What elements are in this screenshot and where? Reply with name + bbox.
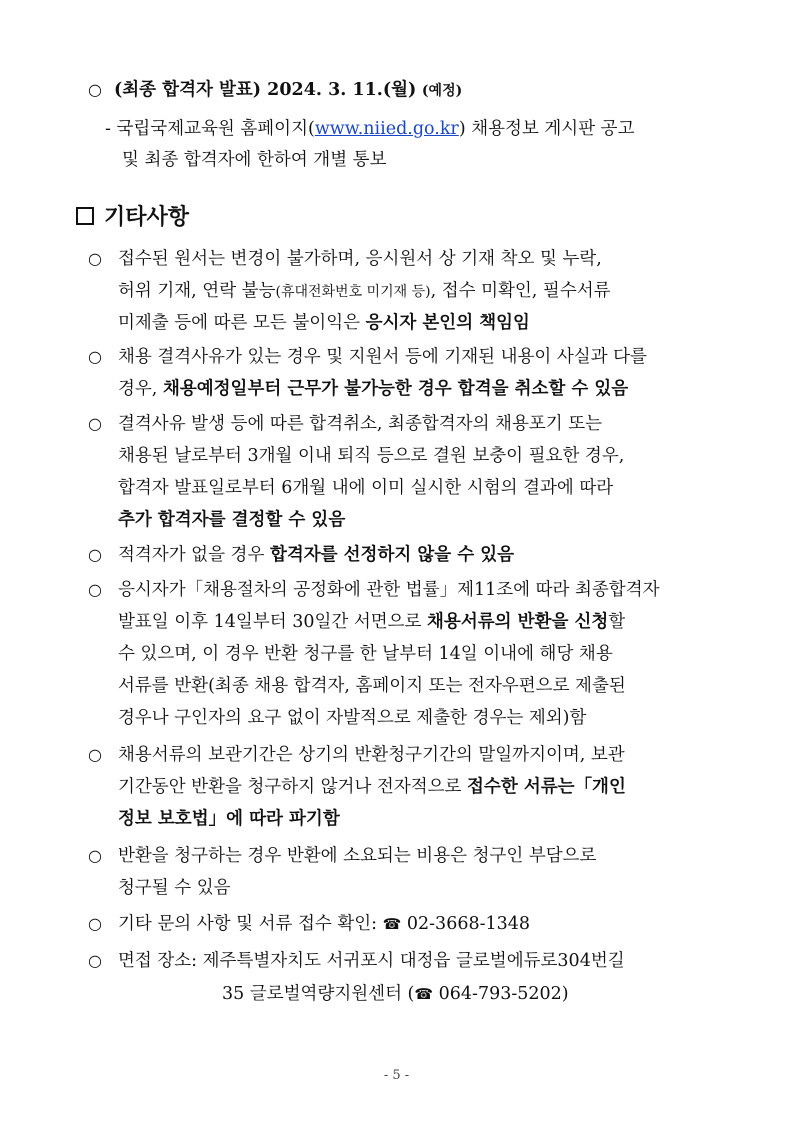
- text: ) 채용정보 게시판 공고: [458, 119, 635, 139]
- contact-phone: 02-3668-1348: [406, 914, 531, 934]
- item9-line2: [222, 980, 569, 1008]
- bullet: ○: [88, 414, 102, 433]
- text: 적격자가 없을 경우: [118, 545, 270, 565]
- text: 할: [608, 612, 626, 632]
- bullet: ○: [88, 249, 102, 268]
- item3-line3: 합격자 발표일로부터 6개월 내에 이미 실시한 시험의 결과에 따라: [118, 478, 614, 498]
- item7-line1: 반환을 청구하는 경우 반환에 소요되는 비용은 청구인 부담으로: [118, 846, 597, 866]
- announcement-title: [114, 76, 462, 105]
- emphasis: 응시자 본인의 책임임: [365, 313, 530, 333]
- text: - 국립국제교육원 홈페이지(: [105, 119, 315, 139]
- text: 허위 기재, 연락 불능: [118, 281, 276, 301]
- item9-line1: 면접 장소: 제주특별자치도 서귀포시 대정읍 글로벌에듀로304번길: [118, 951, 625, 971]
- emphasis: 채용예정일부터 근무가 불가능한 경우 합격을 취소할 수 있음: [162, 379, 629, 399]
- item6-line2: [118, 773, 626, 801]
- checkbox-square-icon: [76, 207, 94, 225]
- bullet: ○: [88, 914, 102, 933]
- page-number: - 5 -: [383, 1068, 410, 1083]
- item6-line1: 채용서류의 보관기간은 상기의 반환청구기간의 말일까지이며, 보관: [118, 745, 625, 765]
- text: 35 글로벌역량지원센터 (: [222, 984, 415, 1004]
- text: 미제출 등에 따른 모든 불이익은: [118, 313, 366, 333]
- item4-line1: [118, 541, 514, 569]
- item5-line1: 응시자가「채용절차의 공정화에 관한 법률」제11조에 따라 최종합격자: [118, 580, 660, 600]
- item3-line1: 결격사유 발생 등에 따른 합격취소, 최종합격자의 채용포기 또는: [118, 414, 603, 434]
- item5-line5: 경우나 구인자의 요구 없이 자발적으로 제출한 경우는 제외)함: [118, 708, 587, 728]
- item2-line1: 채용 결격사유가 있는 경우 및 지원서 등에 기재된 내용이 사실과 다를: [118, 347, 647, 367]
- item1-line2: [118, 277, 611, 306]
- item3-line2: 채용된 날로부터 3개월 이내 퇴직 등으로 결원 보충이 필요한 경우,: [118, 446, 625, 466]
- text: (휴대전화번호 미기재 등): [275, 284, 431, 300]
- telephone-icon: ☎: [414, 985, 434, 1003]
- bullet: ○: [88, 745, 102, 764]
- text: 기타 문의 사항 및 서류 접수 확인:: [118, 914, 383, 934]
- bullet: ○: [88, 545, 102, 564]
- announcement-date: (최종 합격자 발표) 2024. 3. 11.(월): [114, 80, 417, 100]
- announcement-line-2: 및 최종 합격자에 한하여 개별 통보: [122, 150, 387, 170]
- item6-line3: 정보 보호법」에 따라 파기함: [118, 809, 340, 829]
- item7-line2: 청구될 수 있음: [118, 878, 231, 898]
- text: 경우,: [118, 379, 163, 399]
- item5-line2: [118, 608, 625, 636]
- item3-line4: 추가 합격자를 결정할 수 있음: [118, 510, 346, 530]
- venue-phone: 064-793-5202): [438, 984, 569, 1004]
- item2-line2: [118, 375, 628, 403]
- item1-line3: [118, 309, 530, 337]
- niied-link[interactable]: www.niied.go.kr: [314, 119, 459, 139]
- emphasis: 채용서류의 반환을 신청: [427, 612, 609, 632]
- emphasis: 합격자를 선정하지 않을 수 있음: [269, 545, 515, 565]
- item1-line1: 접수된 원서는 변경이 불가하며, 응시원서 상 기재 착오 및 누락,: [118, 249, 602, 269]
- announcement-line-1: [105, 115, 634, 143]
- bullet: ○: [88, 951, 102, 970]
- telephone-icon: ☎: [382, 915, 402, 933]
- section-title: 기타사항: [104, 205, 190, 230]
- item5-line3: 수 있으며, 이 경우 반환 청구를 한 날부터 14일 이내에 해당 채용: [118, 644, 613, 664]
- text: 발표일 이후 14일부터 30일간 서면으로: [118, 612, 428, 632]
- bullet: ○: [88, 347, 102, 366]
- bullet: ○: [88, 580, 102, 599]
- section-heading: [76, 204, 189, 232]
- announcement-note: (예정): [421, 83, 463, 99]
- emphasis: 접수한 서류는「개인: [467, 777, 626, 797]
- item5-line4: 서류를 반환(최종 채용 합격자, 홈페이지 또는 전자우편으로 제출된: [118, 676, 626, 696]
- bullet: ○: [88, 80, 102, 99]
- bullet: ○: [88, 846, 102, 865]
- text: 기간동안 반환을 청구하지 않거나 전자적으로: [118, 777, 468, 797]
- text: , 접수 미확인, 필수서류: [430, 281, 611, 301]
- item8-line1: [118, 910, 530, 938]
